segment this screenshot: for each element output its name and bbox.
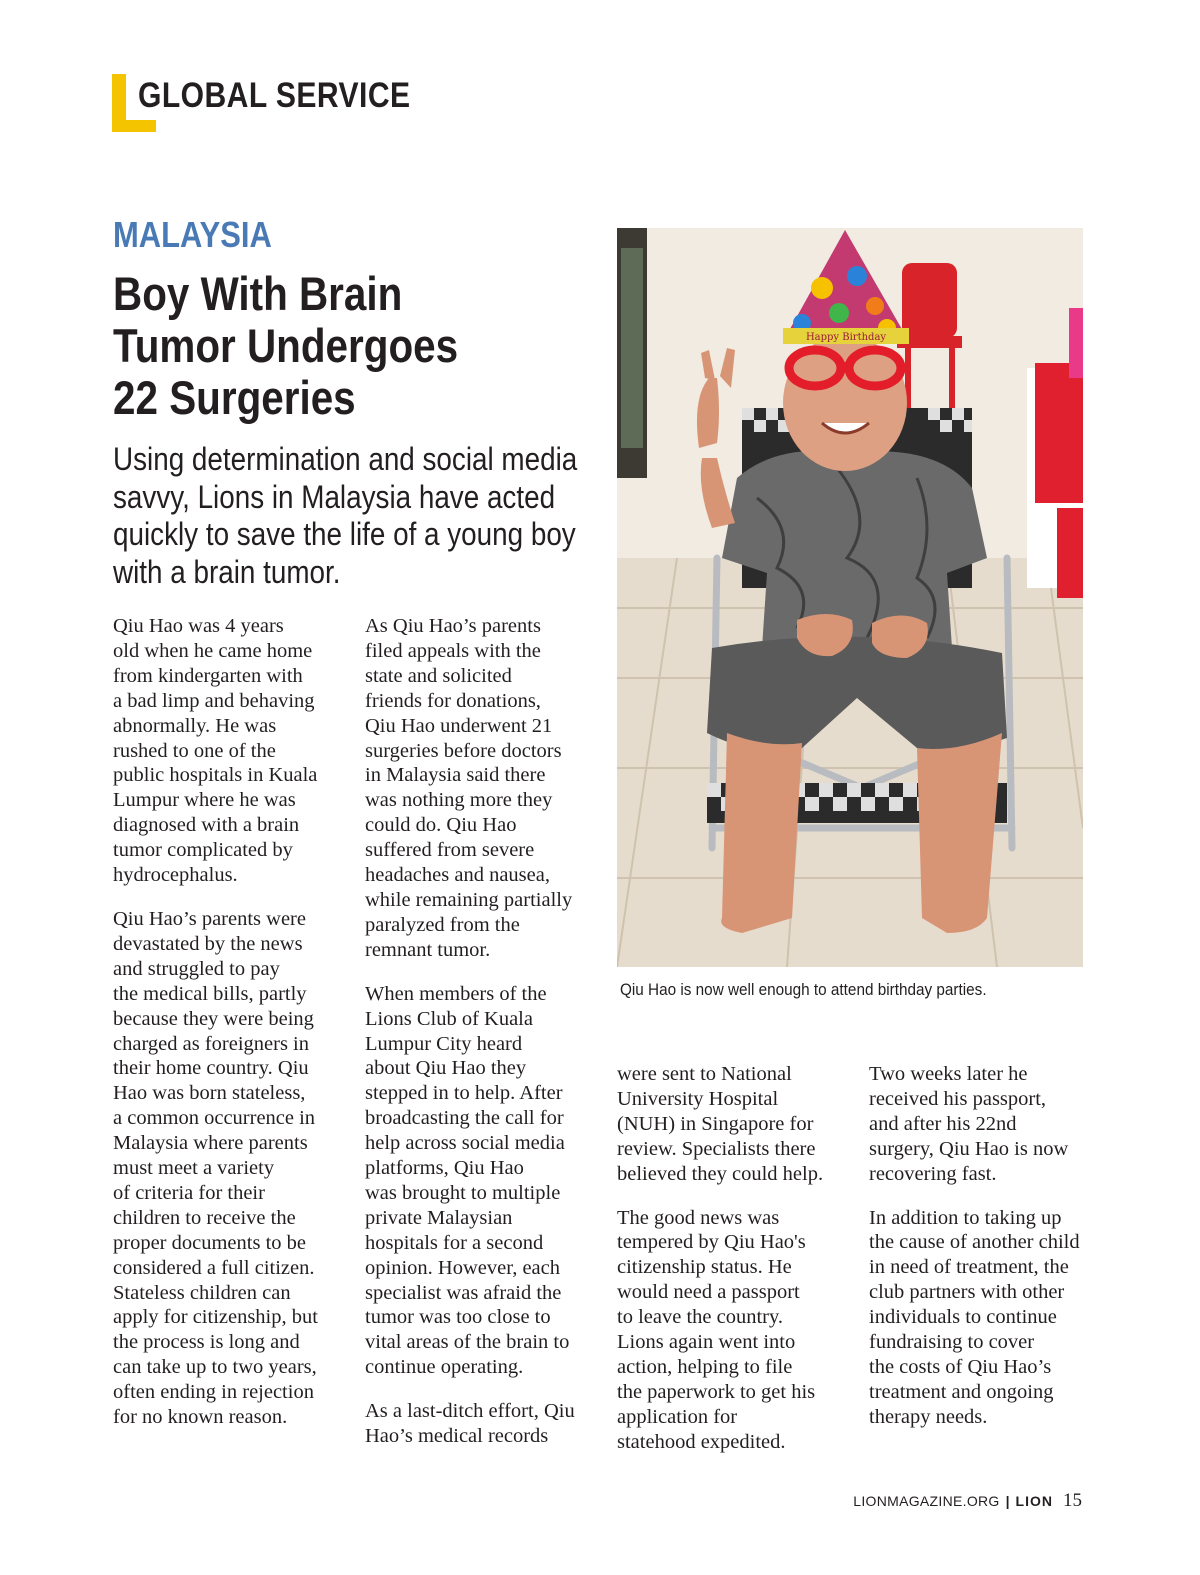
body-line: club partners with other	[869, 1281, 1065, 1304]
body-line: and after his 22nd	[869, 1112, 1017, 1135]
body-line: considered a full citizen.	[113, 1256, 315, 1279]
deck-line: quickly to save the life of a young boy	[113, 516, 576, 552]
headline-line: Boy With Brain	[113, 267, 403, 320]
body-line: Hao’s medical records	[365, 1425, 549, 1448]
article-deck	[113, 441, 633, 591]
body-line: was nothing more they	[365, 789, 553, 812]
body-paragraph	[365, 614, 595, 963]
body-line: Lions Club of Kuala	[365, 1007, 533, 1030]
body-line: suffered from severe	[365, 839, 535, 862]
body-line: remnant tumor.	[365, 938, 491, 961]
body-column-1	[113, 614, 343, 1449]
body-line: As a last-ditch effort, Qiu	[365, 1400, 575, 1423]
body-line: Qiu Hao was 4 years	[113, 615, 284, 637]
section-accent-bar-foot	[112, 120, 156, 132]
body-line: broadcasting the call for	[365, 1107, 564, 1130]
body-line: individuals to continue	[869, 1306, 1057, 1329]
body-line: therapy needs.	[869, 1405, 988, 1428]
body-line: their home country. Qiu	[113, 1057, 309, 1080]
body-line: surgeries before doctors	[365, 739, 562, 762]
body-line: a common occurrence in	[113, 1107, 316, 1130]
body-column-2	[365, 614, 595, 1468]
body-paragraph	[869, 1062, 1099, 1187]
headline-line: Tumor Undergoes	[113, 319, 459, 372]
body-line: vital areas of the brain to	[365, 1331, 570, 1354]
body-line: children to receive the	[113, 1206, 296, 1229]
body-line: paralyzed from the	[365, 913, 520, 936]
body-line: Lumpur where he was	[113, 789, 296, 812]
body-paragraph	[365, 1399, 595, 1449]
body-line: Malaysia where parents	[113, 1132, 308, 1155]
body-line: charged as foreigners in	[113, 1032, 310, 1055]
body-line: for no known reason.	[113, 1406, 288, 1429]
body-line: believed they could help.	[617, 1162, 824, 1185]
body-line: devastated by the news	[113, 932, 303, 955]
body-line: Qiu Hao’s parents were	[113, 907, 306, 930]
body-line: from kindergarten with	[113, 664, 303, 687]
body-line: recovering fast.	[869, 1162, 997, 1185]
body-line: platforms, Qiu Hao	[365, 1157, 524, 1180]
body-line: a bad limp and behaving	[113, 689, 315, 712]
body-paragraph	[617, 1062, 847, 1187]
body-line: the process is long and	[113, 1331, 300, 1354]
body-line: received his passport,	[869, 1087, 1047, 1110]
body-line: Hao was born stateless,	[113, 1082, 306, 1105]
body-line: often ending in rejection	[113, 1381, 314, 1404]
body-line: while remaining partially	[365, 888, 573, 911]
body-line: to leave the country.	[617, 1306, 784, 1329]
section-label: GLOBAL SERVICE	[138, 76, 411, 115]
body-line: and struggled to pay	[113, 957, 280, 980]
body-paragraph	[869, 1206, 1099, 1430]
body-line: friends for donations,	[365, 689, 541, 712]
body-paragraph	[617, 1206, 847, 1455]
body-line: Lumpur City heard	[365, 1032, 523, 1055]
deck-line: savvy, Lions in Malaysia have acted	[113, 478, 556, 515]
body-line: (NUH) in Singapore for	[617, 1112, 814, 1135]
article-headline	[113, 268, 553, 424]
body-line: proper documents to be	[113, 1231, 306, 1254]
body-line: state and solicited	[365, 664, 512, 687]
body-line: Lions again went into	[617, 1331, 796, 1354]
body-line: help across social media	[365, 1132, 565, 1155]
body-line: specialist was afraid the	[365, 1281, 562, 1304]
body-line: hospitals for a second	[365, 1231, 544, 1254]
body-line: citizenship status. He	[617, 1256, 792, 1279]
body-line: the medical bills, partly	[113, 982, 307, 1005]
body-line: could do. Qiu Hao	[365, 814, 517, 837]
article-kicker: MALAYSIA	[113, 214, 272, 255]
body-line: Two weeks later he	[869, 1063, 1028, 1085]
footer-magazine: LION	[1015, 1493, 1053, 1509]
body-line: because they were being	[113, 1007, 314, 1030]
body-line: review. Specialists there	[617, 1137, 816, 1160]
body-line: about Qiu Hao they	[365, 1057, 527, 1080]
body-paragraph	[113, 614, 343, 888]
body-line: Stateless children can	[113, 1281, 291, 1304]
body-line: would need a passport	[617, 1281, 800, 1304]
body-line: must meet a variety	[113, 1157, 275, 1180]
photo-caption: Qiu Hao is now well enough to attend birthday parties.	[620, 980, 987, 999]
body-line: can take up to two years,	[113, 1356, 317, 1379]
body-line: hydrocephalus.	[113, 864, 238, 887]
body-paragraph	[113, 907, 343, 1430]
article-photo	[617, 228, 1083, 967]
body-line: When members of the	[365, 982, 547, 1005]
body-line: was brought to multiple	[365, 1181, 561, 1204]
body-line: statehood expedited.	[617, 1430, 786, 1453]
body-line: apply for citizenship, but	[113, 1306, 318, 1329]
body-line: As Qiu Hao’s parents	[365, 615, 541, 637]
body-line: abnormally. He was	[113, 714, 277, 737]
body-line: tumor was too close to	[365, 1306, 551, 1329]
deck-line: with a brain tumor.	[113, 553, 341, 590]
body-line: in need of treatment, the	[869, 1256, 1069, 1279]
body-paragraph	[365, 982, 595, 1381]
body-line: In addition to taking up	[869, 1206, 1062, 1229]
body-line: Qiu Hao underwent 21	[365, 714, 553, 737]
body-line: in Malaysia said there	[365, 764, 546, 787]
body-line: old when he came home	[113, 639, 313, 662]
body-line: private Malaysian	[365, 1206, 513, 1229]
body-line: headaches and nausea,	[365, 864, 550, 887]
body-line: rushed to one of the	[113, 739, 276, 762]
footer-site: LIONMAGAZINE.ORG	[853, 1493, 1000, 1509]
body-line: University Hospital	[617, 1087, 779, 1110]
page-footer	[853, 1490, 1082, 1512]
body-line: continue operating.	[365, 1356, 524, 1379]
body-column-3	[617, 1062, 847, 1474]
hat-lettering: Happy Birthday	[805, 332, 887, 343]
body-line: the costs of Qiu Hao’s	[869, 1355, 1052, 1378]
body-line: the cause of another child	[869, 1231, 1080, 1254]
body-line: opinion. However, each	[365, 1256, 561, 1279]
body-line: diagnosed with a brain	[113, 814, 300, 837]
body-line: of criteria for their	[113, 1181, 265, 1204]
body-line: the paperwork to get his	[617, 1380, 816, 1403]
body-column-4	[869, 1062, 1099, 1449]
body-line: public hospitals in Kuala	[113, 764, 318, 787]
body-line: were sent to National	[617, 1063, 792, 1085]
body-line: surgery, Qiu Hao is now	[869, 1137, 1069, 1160]
section-tag	[112, 74, 412, 134]
body-line: fundraising to cover	[869, 1331, 1035, 1354]
body-line: The good news was	[617, 1206, 780, 1229]
body-line: filed appeals with the	[365, 639, 541, 662]
headline-line: 22 Surgeries	[113, 371, 356, 424]
body-line: treatment and ongoing	[869, 1380, 1054, 1403]
body-line: stepped in to help. After	[365, 1082, 563, 1105]
body-line: tempered by Qiu Hao's	[617, 1231, 806, 1254]
footer-separator: |	[1005, 1493, 1010, 1509]
body-line: application for	[617, 1405, 738, 1428]
deck-line: Using determination and social media	[113, 441, 578, 477]
page-number: 15	[1063, 1490, 1082, 1511]
body-line: tumor complicated by	[113, 839, 293, 862]
body-line: action, helping to file	[617, 1355, 793, 1378]
